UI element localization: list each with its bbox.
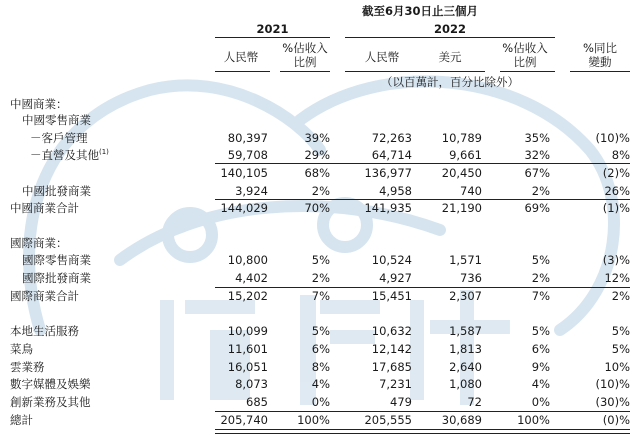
cell-pct-2022: 6%: [531, 342, 550, 356]
cell-rmb-2022: 10,632: [371, 324, 412, 338]
cell-pct-2021: 4%: [311, 377, 330, 391]
cell-usd-2022: 10,789: [441, 131, 482, 145]
cell-yoy: (10)%: [595, 377, 630, 391]
cell-rmb-2021: 685: [246, 395, 268, 409]
cell-rmb-2021: 4,402: [235, 271, 268, 285]
col-yoy-l1: %同比: [583, 41, 617, 55]
total-rule: [215, 199, 630, 200]
cell-pct-2022: 35%: [524, 131, 550, 145]
col-pct-rev-2022-l1: %佔收入: [502, 41, 548, 55]
row-label: 中國批發商業: [22, 184, 91, 198]
cell-rmb-2021: 10,800: [227, 253, 268, 267]
cell-yoy: 8%: [611, 148, 630, 162]
year-2022-rule: [345, 37, 555, 38]
period-title: 截至6月30日止三個月: [361, 4, 478, 18]
cell-rmb-2021: 16,051: [227, 360, 268, 374]
cell-rmb-2021: 10,099: [227, 324, 268, 338]
cell-pct-2021: 7%: [311, 289, 330, 303]
cell-pct-2022: 32%: [524, 148, 550, 162]
cell-usd-2022: 1,587: [449, 324, 482, 338]
cell-rmb-2022: 4,927: [379, 271, 412, 285]
cell-pct-2022: 69%: [524, 201, 550, 215]
grand-total-rule: [215, 411, 630, 412]
cell-rmb-2022: 205,555: [364, 413, 412, 427]
col-rule-pct-2022: [500, 71, 555, 72]
cell-rmb-2022: 136,977: [364, 166, 412, 180]
year-2021: 2021: [256, 22, 289, 36]
col-pct-rev-2021-l2: 比例: [293, 55, 317, 69]
cell-yoy: (3)%: [602, 253, 630, 267]
row-label: 菜鳥: [10, 342, 33, 356]
row-label: 數字媒體及娛樂: [10, 377, 91, 391]
cell-usd-2022: 1,080: [449, 377, 482, 391]
row-label-wrap: [30, 148, 109, 162]
cell-pct-2021: 2%: [311, 184, 330, 198]
cell-rmb-2021: 15,202: [227, 289, 268, 303]
cell-pct-2022: 0%: [531, 395, 550, 409]
cell-rmb-2021: 140,105: [220, 166, 268, 180]
cell-yoy: 2%: [611, 289, 630, 303]
col-pct-rev-2022-l2: 比例: [513, 55, 537, 69]
units-note: （以百萬計，百分比除外）: [381, 75, 519, 89]
row-label: 中國零售商業: [22, 113, 91, 127]
cell-yoy: 12%: [604, 271, 630, 285]
cell-pct-2022: 67%: [524, 166, 550, 180]
row-label: 國際商業合計: [10, 289, 79, 303]
cell-rmb-2021: 80,397: [227, 131, 268, 145]
cell-pct-2021: 5%: [311, 324, 330, 338]
year-2021-rule: [215, 37, 330, 38]
cell-pct-2021: 100%: [297, 413, 330, 427]
cell-rmb-2022: 12,142: [371, 342, 412, 356]
cell-pct-2022: 4%: [531, 377, 550, 391]
row-label: 國際批發商業: [22, 271, 91, 285]
row-label: 中國商業合計: [10, 201, 79, 215]
cell-pct-2022: 9%: [531, 360, 550, 374]
cell-pct-2021: 0%: [311, 395, 330, 409]
cell-pct-2022: 5%: [531, 324, 550, 338]
cell-usd-2022: 2,640: [449, 360, 482, 374]
total-rule: [215, 287, 630, 288]
cell-usd-2022: 9,661: [449, 148, 482, 162]
cell-rmb-2022: 10,524: [371, 253, 412, 267]
cell-pct-2021: 29%: [304, 148, 330, 162]
row-label: 國際商業：: [10, 236, 68, 250]
cell-rmb-2021: 8,073: [235, 377, 268, 391]
cell-pct-2021: 8%: [311, 360, 330, 374]
row-label: －直營及其他: [30, 148, 99, 162]
cell-pct-2022: 7%: [531, 289, 550, 303]
cell-rmb-2021: 59,708: [227, 148, 268, 162]
cell-yoy: (10)%: [595, 131, 630, 145]
col-rule-rmb-2021: [215, 71, 270, 72]
cell-rmb-2022: 64,714: [371, 148, 412, 162]
row-label: 國際零售商業: [22, 253, 91, 267]
subtotal-rule: [215, 163, 630, 164]
cell-pct-2021: 2%: [311, 271, 330, 285]
cell-rmb-2021: 3,924: [235, 184, 268, 198]
cell-yoy: 26%: [604, 184, 630, 198]
row-label: 總計: [10, 413, 33, 427]
cell-pct-2022: 2%: [531, 184, 550, 198]
cell-pct-2022: 100%: [517, 413, 550, 427]
cell-usd-2022: 1,813: [449, 342, 482, 356]
cell-usd-2022: 1,571: [449, 253, 482, 267]
cell-pct-2021: 6%: [311, 342, 330, 356]
cell-yoy: 10%: [604, 360, 630, 374]
cell-yoy: (30)%: [595, 395, 630, 409]
cell-rmb-2021: 205,740: [220, 413, 268, 427]
cell-pct-2021: 68%: [304, 166, 330, 180]
cell-rmb-2022: 15,451: [371, 289, 412, 303]
cell-yoy: (1)%: [602, 201, 630, 215]
cell-pct-2021: 39%: [304, 131, 330, 145]
cell-usd-2022: 20,450: [441, 166, 482, 180]
cell-usd-2022: 2,307: [449, 289, 482, 303]
col-yoy-l2: 變動: [588, 55, 612, 69]
cell-rmb-2022: 479: [390, 395, 412, 409]
cell-rmb-2021: 11,601: [227, 342, 268, 356]
cell-pct-2022: 2%: [531, 271, 550, 285]
cell-rmb-2022: 141,935: [364, 201, 412, 215]
cell-pct-2022: 5%: [531, 253, 550, 267]
row-label: 本地生活服務: [10, 324, 79, 338]
cell-yoy: (0)%: [602, 413, 630, 427]
cell-rmb-2022: 17,685: [371, 360, 412, 374]
col-rmb-2021: 人民幣: [223, 50, 259, 64]
cell-usd-2022: 30,689: [441, 413, 482, 427]
col-rule-yoy: [570, 71, 630, 72]
cell-yoy: 5%: [611, 324, 630, 338]
cell-rmb-2022: 4,958: [379, 184, 412, 198]
cell-pct-2021: 70%: [304, 201, 330, 215]
col-rmb-2022: 人民幣: [364, 50, 400, 64]
year-2022: 2022: [433, 22, 466, 36]
cell-yoy: (2)%: [602, 166, 630, 180]
cell-usd-2022: 736: [460, 271, 482, 285]
cell-usd-2022: 740: [460, 184, 482, 198]
row-label: 中國商業：: [10, 97, 68, 111]
col-rule-amounts-2022: [345, 71, 485, 72]
double-underline: [215, 429, 630, 434]
cell-yoy: 5%: [611, 342, 630, 356]
footnote-marker: (1): [99, 148, 109, 157]
cell-rmb-2021: 144,029: [220, 201, 268, 215]
cell-pct-2021: 5%: [311, 253, 330, 267]
cell-usd-2022: 72: [467, 395, 482, 409]
row-label: 創新業務及其他: [10, 395, 91, 409]
cell-usd-2022: 21,190: [441, 201, 482, 215]
col-pct-rev-2021-l1: %佔收入: [282, 41, 328, 55]
col-usd-2022: 美元: [438, 50, 462, 64]
col-rule-pct-2021: [280, 71, 330, 72]
cell-rmb-2022: 7,231: [379, 377, 412, 391]
row-label: －客戶管理: [30, 131, 88, 145]
cell-rmb-2022: 72,263: [371, 131, 412, 145]
row-label: 雲業務: [10, 360, 45, 374]
